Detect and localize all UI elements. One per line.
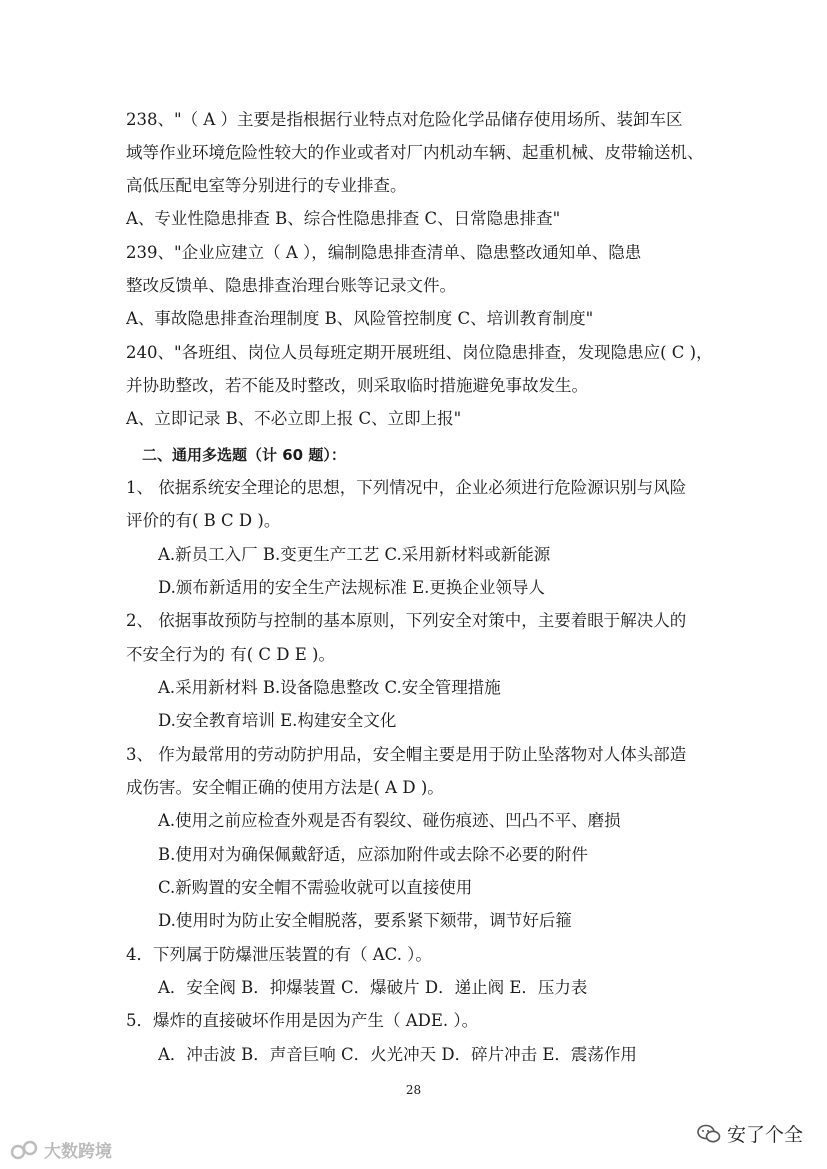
question-stem: 3、 作为最常用的劳动防护用品，安全帽主要是用于防止坠落物对人体头部造	[126, 745, 687, 764]
text-line: A、立即记录 B、不必立即上报 C、立即上报"	[126, 409, 462, 428]
watermark-right-text: 安了个全	[726, 1124, 803, 1146]
text-line: A、专业性隐患排查 B、综合性隐患排查 C、日常隐患排查"	[126, 209, 561, 228]
watermark-left	[10, 1137, 112, 1162]
text-line: 239、"企业应建立（ A ），编制隐患排查清单、隐患整改通知单、隐患	[126, 243, 642, 262]
text-line: 整改反馈单、隐患排查治理台账等记录文件。	[126, 276, 456, 295]
watermark-left-text: 大数跨境	[44, 1142, 112, 1162]
question-stem: 2、 依据事故预防与控制的基本原则，下列安全对策中，主要着眼于解决人的	[126, 611, 687, 630]
question-stem: 成伤害。安全帽正确的使用方法是( A D )。	[126, 778, 444, 797]
text-line: 240、"各班组、岗位人员每班定期开展班组、岗位隐患排查，发现隐患应( C )，	[126, 343, 713, 362]
section-title: 二、通用多选题（计 60 题）：	[142, 446, 346, 464]
question-options: A．冲击波 B．声音巨响 C．火光冲天 D．碎片冲击 E．震荡作用	[158, 1045, 637, 1064]
wechat-icon	[697, 1124, 721, 1144]
question-stem: 评价的有( B C D )。	[126, 511, 281, 530]
text-line: A、事故隐患排查治理制度 B、风险管控制度 C、培训教育制度"	[126, 309, 594, 328]
text-line: 域等作业环境危险性较大的作业或者对厂内机动车辆、起重机械、皮带输送机、	[126, 143, 704, 162]
question-stem: 1、 依据系统安全理论的思想，下列情况中，企业必须进行危险源识别与风险	[126, 478, 687, 497]
question-options: A.新员工入厂 B.变更生产工艺 C.采用新材料或新能源	[158, 545, 551, 564]
question-options: C.新购置的安全帽不需验收就可以直接使用	[158, 878, 473, 897]
brand-logo-icon	[10, 1139, 40, 1161]
page-number: 28	[405, 1083, 422, 1097]
question-stem: 5．爆炸的直接破坏作用是因为产生（ ADE. ）。	[126, 1011, 479, 1030]
question-options: D.颁布新适用的安全生产法规标准 E.更换企业领导人	[158, 578, 545, 597]
question-options: A．安全阀 B．抑爆装置 C．爆破片 D．递止阀 E．压力表	[158, 978, 588, 997]
text-line: 238、"（ A ）主要是指根据行业特点对危险化学品储存使用场所、装卸车区	[126, 110, 683, 129]
question-options: B.使用对为确保佩戴舒适，应添加附件或去除不必要的附件	[158, 845, 588, 864]
question-options: D.安全教育培训 E.构建安全文化	[158, 711, 397, 730]
text-line: 高低压配电室等分别进行的专业排查。	[126, 176, 407, 195]
watermark-right	[697, 1120, 803, 1147]
text-line: 并协助整改，若不能及时整改，则采取临时措施避免事故发生。	[126, 376, 588, 395]
question-stem: 不安全行为的 有( C D E )。	[126, 645, 335, 664]
question-options: A.采用新材料 B.设备隐患整改 C.安全管理措施	[158, 678, 501, 697]
question-options: D.使用时为防止安全帽脱落，要系紧下颏带，调节好后箍	[158, 911, 572, 930]
question-stem: 4．下列属于防爆泄压装置的有（ AC. ）。	[126, 945, 432, 964]
question-options: A.使用之前应检查外观是否有裂纹、碰伤痕迹、凹凸不平、磨损	[158, 811, 621, 830]
